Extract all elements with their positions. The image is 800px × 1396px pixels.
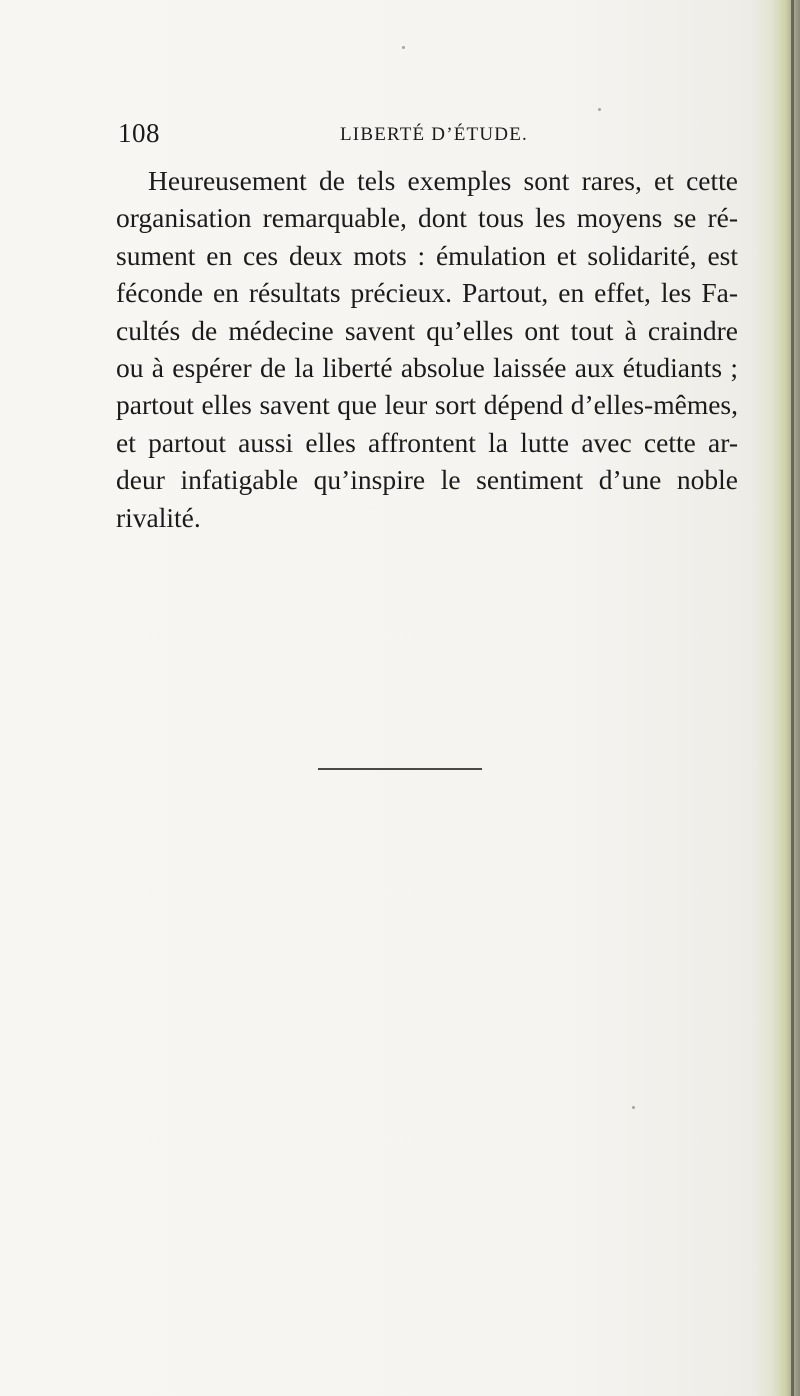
text-line: rivalité.	[116, 501, 201, 533]
running-head	[118, 118, 758, 154]
paper-speck	[598, 108, 601, 111]
section-end-rule	[318, 768, 482, 770]
text-line: organisation remarquable, dont tous les moyens se ré-	[116, 202, 738, 234]
text-line: deur infatigable qu’inspire le sentiment d’une noble	[116, 464, 738, 496]
text-line: féconde en résultats précieux. Partout, en effet, les Fa-	[116, 277, 738, 309]
text-line: partout elles savent que leur sort dépend d’elles-mêmes,	[116, 389, 738, 421]
paper-speck	[402, 46, 405, 49]
page-number: 108	[118, 118, 160, 148]
text-line: cultés de médecine savent qu’elles ont tout à craindre	[116, 314, 738, 346]
body-paragraph	[116, 162, 738, 536]
text-line: et partout aussi elles affrontent la lutte avec cette ar-	[116, 426, 738, 458]
page-edge-line	[791, 0, 794, 1396]
text-line: Heureusement de tels exemples sont rares, et cette	[148, 165, 738, 196]
text-line: sument en ces deux mots : émulation et solidarité, est	[116, 239, 738, 271]
running-title: LIBERTÉ D’ÉTUDE.	[340, 124, 528, 145]
paper-speck	[632, 1106, 635, 1109]
text-line: ou à espérer de la liberté absolue laissée aux étudiants ;	[116, 351, 738, 383]
